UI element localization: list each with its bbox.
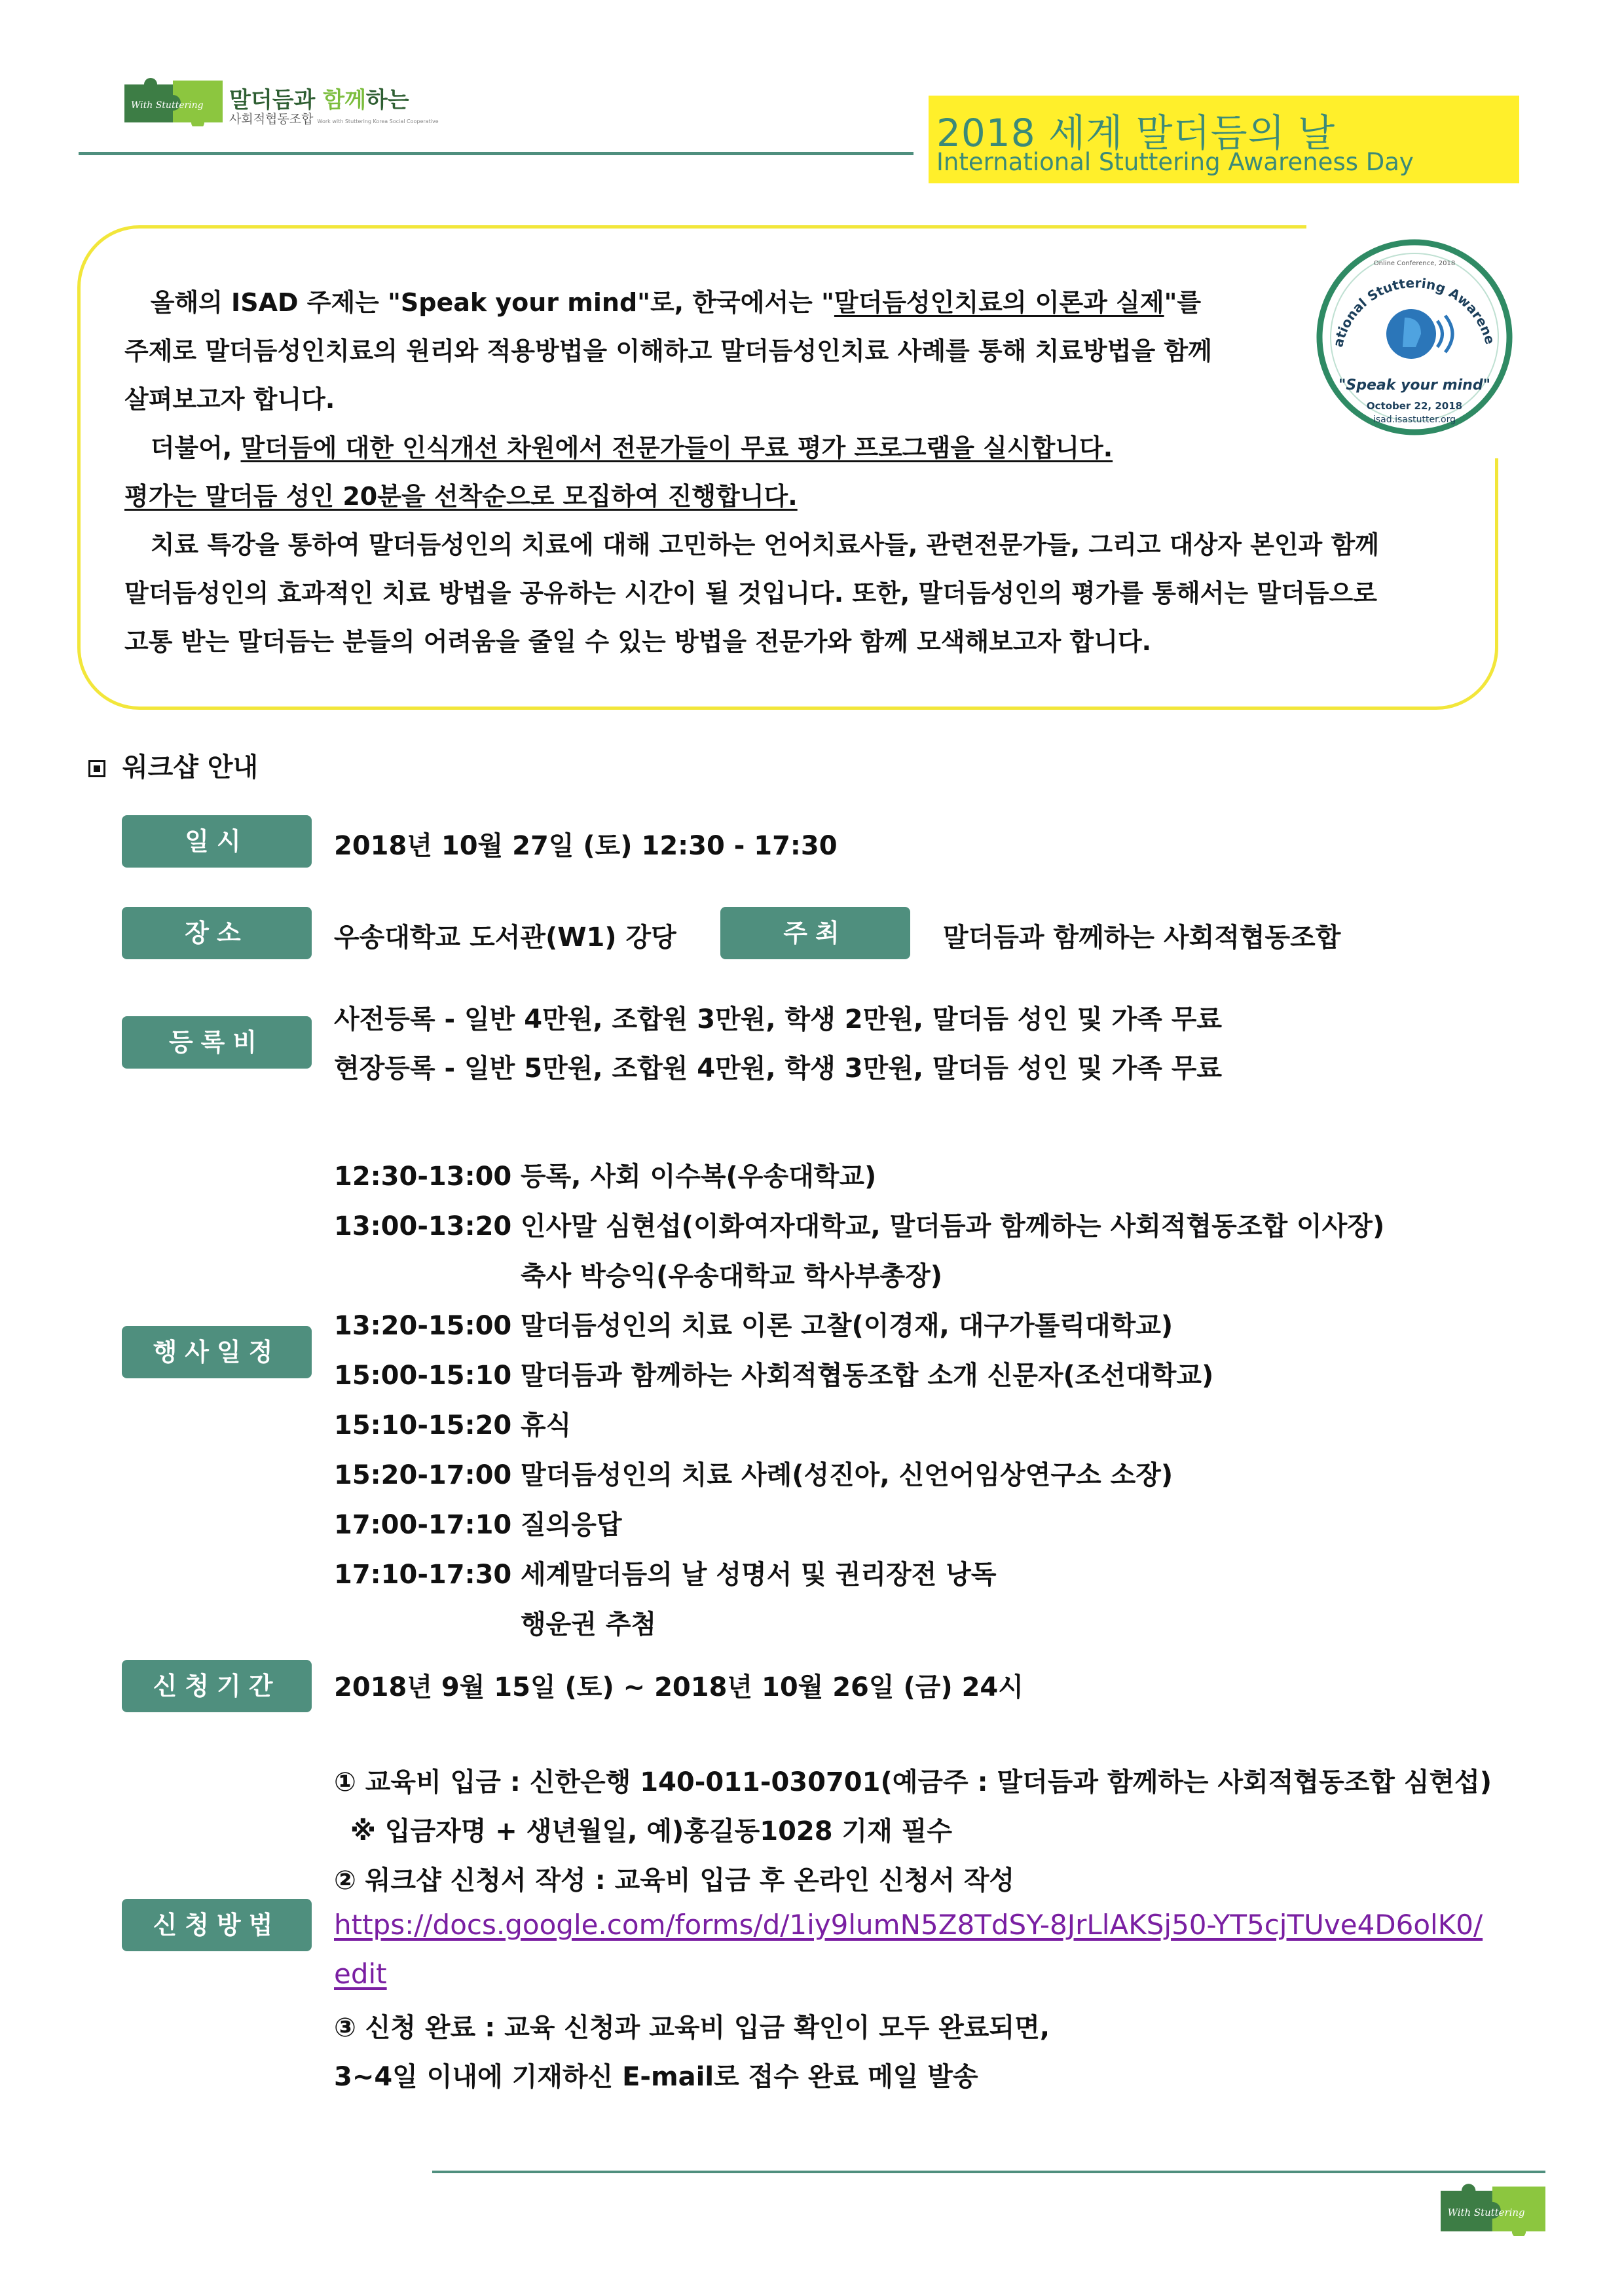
title-english: International Stuttering Awareness Day (936, 148, 1414, 176)
fee-label: 등록비 (122, 1016, 312, 1069)
footer-logo-badge-text: With Stuttering (1447, 2207, 1525, 2219)
puzzle-logo-icon (124, 75, 223, 126)
schedule-row (334, 1504, 622, 1541)
schedule-row (334, 1156, 876, 1193)
schedule-time: 13:20-15:00 (334, 1311, 512, 1341)
schedule-time: 15:20-17:00 (334, 1460, 512, 1490)
place-label: 장소 (122, 907, 312, 959)
intro-line: 살펴보고자 합니다. (124, 385, 335, 414)
schedule-row (334, 1405, 571, 1442)
method-step-2: ② 워크샵 신청서 작성 : 교육비 입금 후 온라인 신청서 작성 (334, 1865, 1015, 1896)
schedule-row (334, 1355, 1213, 1392)
schedule-item: 말더듬성인의 치료 사례(성진아, 신언어임상연구소 소장) (521, 1460, 1173, 1490)
schedule-row (334, 1255, 942, 1293)
intro-line: 평가는 말더듬 성인 20분을 선착순으로 모집하여 진행합니다. (124, 482, 798, 511)
schedule-item: 행운권 추첨 (521, 1609, 657, 1640)
schedule-time: 15:00-15:10 (334, 1361, 512, 1391)
intro-line: 치료 특강을 통하여 말더듬성인의 치료에 대해 고민하는 언어치료사들, 관련전문가들, 그리고 대상자 본인과 함께 (150, 530, 1379, 559)
title-korean: 2018 세계 말더듬의 날 (936, 111, 1336, 155)
schedule-row (334, 1604, 656, 1641)
period-value: 2018년 9월 15일 (토) ~ 2018년 10월 26일 (금) 24시 (334, 1672, 1024, 1702)
fee-line-1: 사전등록 - 일반 4만원, 조합원 3만원, 학생 2만원, 말더듬 성인 및 가족 무료 (334, 1004, 1223, 1035)
title-banner (929, 96, 1519, 183)
schedule-item: 축사 박승익(우송대학교 학사부총장) (521, 1261, 943, 1291)
section-heading: 워크샵 안내 (88, 746, 258, 784)
header-divider (79, 152, 913, 155)
intro-line: 고통 받는 말더듬는 분들의 어려움을 줄일 수 있는 방법을 전문가와 함께 모색해보고자 합니다. (124, 627, 1152, 656)
schedule-row (334, 1454, 1173, 1492)
schedule-item: 인사말 심현섭(이화여자대학교, 말더듬과 함께하는 사회적협동조합 이사장) (521, 1211, 1385, 1241)
svg-text:Online Conference, 2018: Online Conference, 2018 (1373, 260, 1456, 267)
application-form-link-cont[interactable]: edit (334, 1958, 387, 1990)
svg-text:"Speak your mind": "Speak your mind" (1338, 377, 1491, 394)
fee-line-2: 현장등록 - 일반 5만원, 조합원 4만원, 학생 3만원, 말더듬 성인 및 가족 무료 (334, 1054, 1223, 1084)
schedule-time: 12:30-13:00 (334, 1162, 512, 1192)
footer-puzzle-logo-icon (1441, 2180, 1545, 2236)
schedule-item: 말더듬성인의 치료 이론 고찰(이경재, 대구가톨릭대학교) (521, 1311, 1173, 1341)
schedule-row (334, 1305, 1173, 1342)
schedule-item: 말더듬과 함께하는 사회적협동조합 소개 신문자(조선대학교) (521, 1361, 1214, 1391)
footer-divider (432, 2171, 1545, 2173)
intro-line: 더불어, 말더듬에 대한 인식개선 차원에서 전문가들이 무료 평가 프로그램을 실시합니다. (150, 433, 1113, 462)
intro-line: 올해의 ISAD 주제는 "Speak your mind"로, 한국에서는 "말더듬성인치료의 이론과 실제"를 (150, 288, 1202, 317)
square-bullet-icon (88, 760, 105, 777)
date-label: 일시 (122, 815, 312, 868)
logo-subtitle: 사회적협동조합 Work with Stuttering Korea Social Cooperative (229, 112, 439, 126)
method-step-3: ③ 신청 완료 : 교육 신청과 교육비 입금 확인이 모두 완료되면, (334, 2013, 1050, 2043)
host-value: 말더듬과 함께하는 사회적협동조합 (943, 923, 1341, 953)
schedule-row (334, 1554, 997, 1591)
schedule-time: 15:10-15:20 (334, 1410, 512, 1441)
intro-text (124, 278, 1463, 666)
svg-text:International Stuttering Aware: ational Stuttering Awarene (1330, 274, 1498, 349)
logo-name: 말더듬과 함께하는 (229, 87, 409, 113)
place-value: 우송대학교 도서관(W1) 강당 (334, 923, 676, 953)
host-label: 주최 (720, 907, 910, 959)
schedule-item: 세계말더듬의 날 성명서 및 권리장전 낭독 (521, 1560, 997, 1590)
org-logo (124, 75, 439, 128)
application-form-link[interactable]: https://docs.google.com/forms/d/1iy9lumN5Z8TdSY-8JrLlAKSj50-YT5cjTUve4D6olK0/ (334, 1909, 1483, 1941)
method-step-3-b: 3~4일 이내에 기재하신 E-mail로 접수 완료 메일 발송 (334, 2062, 978, 2092)
schedule-label: 행사일정 (122, 1326, 312, 1378)
intro-line: 말더듬성인의 효과적인 치료 방법을 공유하는 시간이 될 것입니다. 또한, 말더듬성인의 평가를 통해서는 말더듬으로 (124, 579, 1377, 608)
schedule-item: 등록, 사회 이수복(우송대학교) (521, 1162, 877, 1192)
logo-badge-text: With Stuttering (131, 100, 204, 111)
schedule-time: 17:00-17:10 (334, 1510, 512, 1540)
schedule-time: 13:00-13:20 (334, 1211, 512, 1241)
schedule-item: 휴식 (521, 1410, 572, 1441)
schedule-time: 17:10-17:30 (334, 1560, 512, 1590)
period-label: 신청기간 (122, 1660, 312, 1712)
svg-text:October 22, 2018: October 22, 2018 (1366, 400, 1463, 412)
method-label: 신청방법 (122, 1899, 312, 1951)
schedule-item: 질의응답 (521, 1510, 622, 1540)
logo-subtitle-en: Work with Stuttering Korea Social Cooperative (317, 119, 439, 124)
date-value: 2018년 10월 27일 (토) 12:30 - 17:30 (334, 831, 838, 861)
svg-text:isad.isastutter.org: isad.isastutter.org (1373, 414, 1456, 425)
method-step-1: ① 교육비 입금 : 신한은행 140-011-030701(예금주 : 말더듬과 함께하는 사회적협동조합 심현섭) (334, 1767, 1492, 1797)
method-step-1-note: ※ 입금자명 + 생년월일, 예)홍길동1028 기재 필수 (350, 1816, 953, 1846)
schedule-row (334, 1205, 1384, 1243)
intro-line: 주제로 말더듬성인치료의 원리와 적용방법을 이해하고 말더듬성인치료 사례를 통해 치료방법을 함께 (124, 337, 1212, 365)
